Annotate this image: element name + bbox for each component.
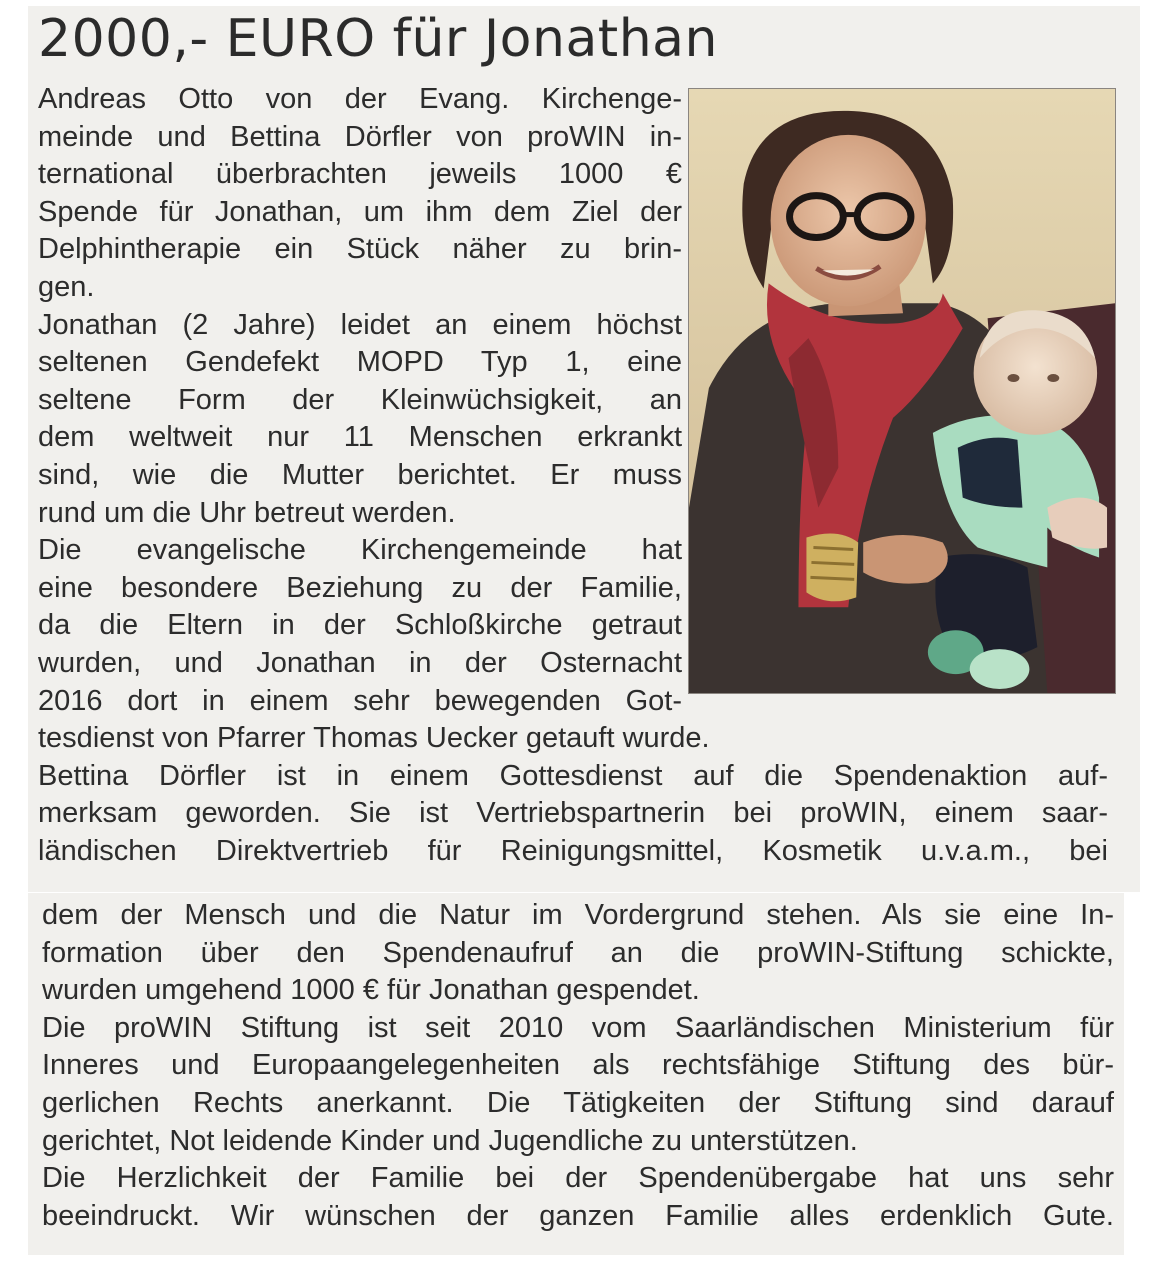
article-line: Delphintherapie ein Stück näher zu brin- bbox=[38, 233, 682, 266]
article-headline: 2000,- EURO für Jonathan bbox=[38, 9, 718, 69]
article-line: ternational überbrachten jeweils 1000 € bbox=[38, 158, 682, 191]
article-line: Die Herzlichkeit der Familie bei der Spendenübergabe hat uns sehr bbox=[42, 1162, 1114, 1195]
article-line: gen. bbox=[38, 270, 95, 303]
article-line: sind, wie die Mutter berichtet. Er muss bbox=[38, 458, 682, 491]
article-line: Jonathan (2 Jahre) leidet an einem höchst bbox=[38, 308, 682, 341]
article-line: Inneres und Europaangelegenheiten als rechtsfähige Stiftung des bür- bbox=[42, 1049, 1114, 1082]
article-line: merksam geworden. Sie ist Vertriebspartnerin bei proWIN, einem saar- bbox=[38, 797, 1108, 830]
article-line: dem der Mensch und die Natur im Vordergrund stehen. Als sie eine In- bbox=[42, 899, 1114, 931]
article-line: rund um die Uhr betreut werden. bbox=[38, 496, 456, 529]
article-line: dem weltweit nur 11 Menschen erkrankt bbox=[38, 421, 682, 454]
article-line: da die Eltern in der Schloßkirche getraut bbox=[38, 609, 682, 642]
article-line: 2016 dort in einem sehr bewegenden Got- bbox=[38, 684, 682, 717]
article-line: seltenen Gendefekt MOPD Typ 1, eine bbox=[38, 346, 682, 379]
article-line: wurden, und Jonathan in der Osternacht bbox=[38, 646, 682, 679]
article-line: Bettina Dörfler ist in einem Gottesdienst auf die Spendenaktion auf- bbox=[38, 759, 1108, 792]
article-line: Spende für Jonathan, um ihm dem Ziel der bbox=[38, 195, 682, 228]
article-line: gerichtet, Not leidende Kinder und Jugendliche zu unterstützen. bbox=[42, 1124, 858, 1157]
article-column-narrow bbox=[38, 81, 682, 720]
article-line: Die evangelische Kirchengemeinde hat bbox=[38, 534, 682, 567]
article-line: tesdienst von Pfarrer Thomas Uecker getauft wurde. bbox=[38, 722, 710, 754]
article-line: Andreas Otto von der Evang. Kirchenge- bbox=[38, 83, 682, 115]
article-line: formation über den Spendenaufruf an die proWIN-Stiftung schickte, bbox=[42, 936, 1114, 969]
photo-illustration bbox=[689, 89, 1115, 693]
article-line: meinde und Bettina Dörfler von proWIN in- bbox=[38, 120, 682, 153]
woman-holding-child-photo bbox=[688, 88, 1116, 694]
article-line: wurden umgehend 1000 € für Jonathan gespendet. bbox=[42, 974, 700, 1007]
article-line: Die proWIN Stiftung ist seit 2010 vom Saarländischen Ministerium für bbox=[42, 1011, 1114, 1044]
article-line: beeindruckt. Wir wünschen der ganzen Familie alles erdenklich Gute. bbox=[42, 1199, 1114, 1232]
article-line: ländischen Direktvertrieb für Reinigungsmittel, Kosmetik u.v.a.m., bei bbox=[38, 834, 1108, 867]
article-column-lower bbox=[42, 897, 1114, 1235]
article-line: seltene Form der Kleinwüchsigkeit, an bbox=[38, 383, 682, 416]
article-column-wide bbox=[38, 720, 1108, 870]
article-line: gerlichen Rechts anerkannt. Die Tätigkeiten der Stiftung sind darauf bbox=[42, 1086, 1114, 1119]
article-line: eine besondere Beziehung zu der Familie, bbox=[38, 571, 682, 604]
